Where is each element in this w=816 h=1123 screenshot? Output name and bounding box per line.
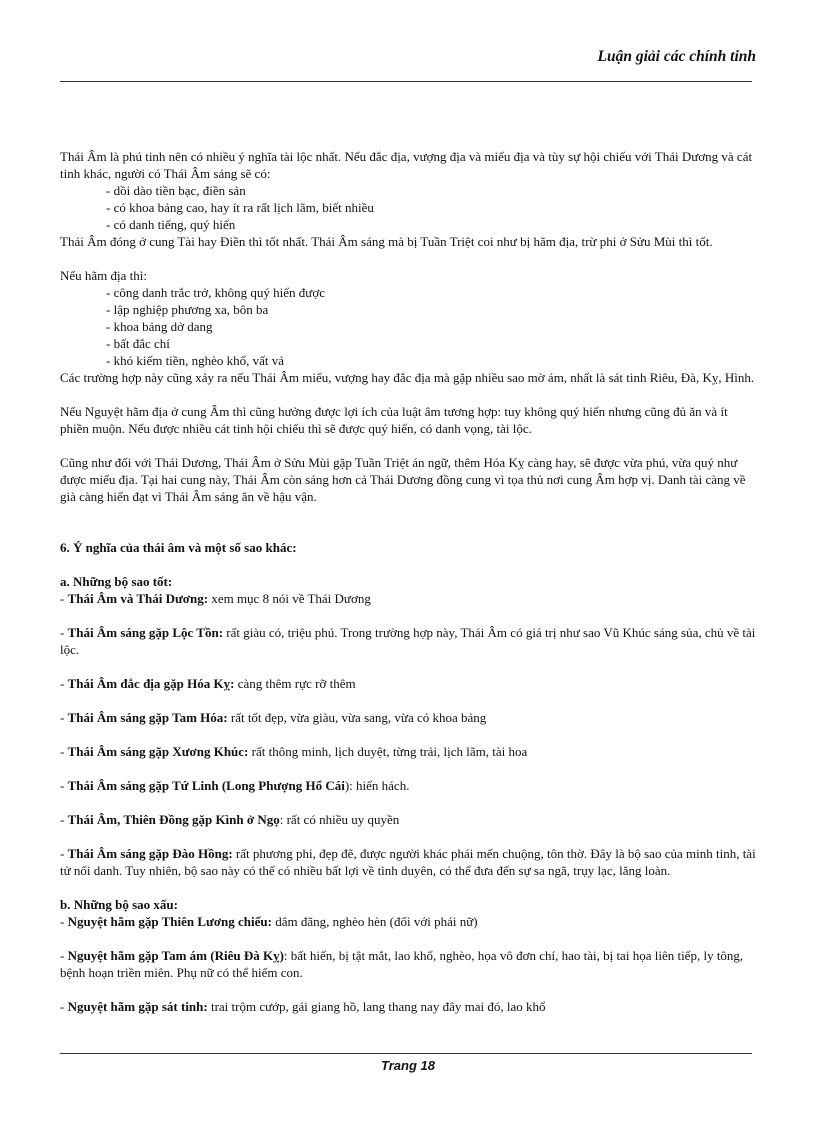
footer-rule <box>60 1053 752 1054</box>
paragraph: Các trường hợp này cũng xảy ra nếu Thái Âm miếu, vượng hay đắc địa mà gặp nhiều sao mờ ám, nhất là sát tinh Riêu, Đà, Kỵ, Hình. <box>60 370 755 385</box>
paragraph: Thái Âm đóng ở cung Tài hay Điền thì tốt nhất. Thái Âm sáng mà bị Tuần Triệt coi như bị hãm địa, trừ phi ở Sửu Mùi thì tốt. <box>60 234 713 249</box>
list-item: - Thái Âm sáng gặp Tam Hóa: rất tốt đẹp, vừa giàu, vừa sang, vừa có khoa bảng <box>60 710 487 725</box>
list-item: - dồi dào tiền bạc, điền sản <box>106 183 246 198</box>
list-item: - khó kiếm tiền, nghèo khổ, vất vả <box>106 353 284 368</box>
list-item: - có danh tiếng, quý hiển <box>106 217 236 232</box>
header-rule <box>60 81 752 82</box>
page-header-title: Luận giải các chính tinh <box>597 48 756 65</box>
list-item: - Nguyệt hãm gặp Tam ám (Riêu Đà Kỵ): bất hiển, bị tật mắt, lao khổ, nghèo, họa vô đơn chí, hao tài, bị tai họa liên tiếp, ly tông, bệnh hoạn triền miên. Phụ nữ có thể hiếm con. <box>60 948 744 980</box>
list-item: - Thái Âm sáng gặp Xương Khúc: rất thông minh, lịch duyệt, từng trải, lịch lãm, tài hoa <box>60 744 528 759</box>
list-item: - bất đắc chí <box>106 336 170 351</box>
list-item: - lập nghiệp phương xa, bôn ba <box>106 302 269 317</box>
list-item: - có khoa bảng cao, hay ít ra rất lịch lãm, biết nhiều <box>106 200 374 215</box>
list-item: - công danh trắc trở, không quý hiển được <box>106 285 325 300</box>
list-item: - Thái Âm sáng gặp Đào Hồng: rất phương phi, đẹp đẽ, được người khác phái mến chuộng, tôn thờ. Đây là bộ sao của minh tinh, tài tử nổi danh. Tuy nhiên, bộ sao này có thể có nhiều bất lợi về tình duyên, có thể đưa đến sự sa ngã, trụy lạc, lăng loàn. <box>60 846 756 878</box>
list-item: - Nguyệt hãm gặp Thiên Lương chiếu: dâm đãng, nghèo hèn (đối với phái nữ) <box>60 914 478 929</box>
list-item: - Nguyệt hãm gặp sát tinh: trai trộm cướp, gái giang hồ, lang thang nay đây mai đó, lao khổ <box>60 999 546 1014</box>
list-item: - Thái Âm sáng gặp Lộc Tồn: rất giàu có, triệu phú. Trong trường hợp này, Thái Âm có giá trị như sao Vũ Khúc sáng sủa, chủ về tài lộc. <box>60 625 756 657</box>
list-item: - khoa bảng dở dang <box>106 319 213 334</box>
list-item: - Thái Âm sáng gặp Tứ Linh (Long Phượng Hổ Cái): hiển hách. <box>60 778 410 793</box>
paragraph: Thái Âm là phú tinh nên có nhiều ý nghĩa tài lộc nhất. Nếu đắc địa, vượng địa và miếu địa và tùy sự hội chiếu với Thái Dương và cát tinh khác, người có Thái Âm sáng sẽ có: <box>60 149 753 181</box>
paragraph: Nếu Nguyệt hãm địa ở cung Âm thì cũng hưởng được lợi ích của luật âm tương hợp: tuy không quý hiển nhưng cũng đủ ăn và ít phiền muộn. Nếu được nhiều cát tinh hội chiếu thì sẽ được quý hiển, có danh vọng, tài lộc. <box>60 404 728 436</box>
subsection-heading: b. Những bộ sao xấu: <box>60 897 178 912</box>
paragraph: Cũng như đối với Thái Dương, Thái Âm ở Sửu Mùi gặp Tuần Triệt án ngữ, thêm Hóa Kỵ càng hay, sẽ được vừa phú, vừa quý như được miếu địa. Tại hai cung này, Thái Âm còn sáng hơn cả Thái Dương đồng cung vì tọa thủ nơi cung Âm hợp vị. Danh tài càng về già càng hiển đạt vì Thái Âm sáng ăn về hậu vận. <box>60 455 746 504</box>
document-body <box>60 148 756 1015</box>
list-item: - Thái Âm, Thiên Đồng gặp Kình ở Ngọ: rất có nhiều uy quyền <box>60 812 400 827</box>
page-number: Trang 18 <box>381 1058 435 1073</box>
section-heading: 6. Ý nghĩa của thái âm và một số sao khác: <box>60 540 297 555</box>
list-item: - Thái Âm đắc địa gặp Hóa Kỵ: càng thêm rực rỡ thêm <box>60 676 356 691</box>
list-item: - Thái Âm và Thái Dương: xem mục 8 nói về Thái Dương <box>60 591 371 606</box>
paragraph: Nếu hãm địa thì: <box>60 268 148 283</box>
subsection-heading: a. Những bộ sao tốt: <box>60 574 173 589</box>
